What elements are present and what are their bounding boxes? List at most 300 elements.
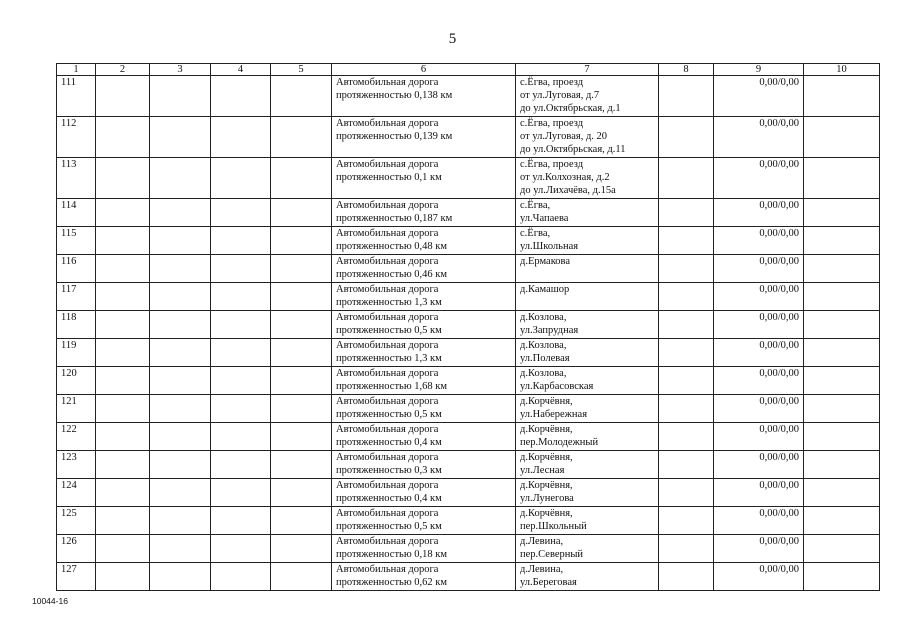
value-cell	[714, 311, 804, 339]
row-number-cell	[57, 199, 96, 227]
value-text: 0,00/0,00	[759, 340, 799, 351]
value-text: 0,00/0,00	[759, 424, 799, 435]
empty-cell	[96, 395, 150, 423]
empty-cell	[96, 227, 150, 255]
empty-cell	[271, 479, 332, 507]
address-line: от ул.Колхозная, д.2	[520, 172, 610, 183]
column-header: 3	[150, 64, 211, 76]
address-line: до ул.Лихачёва, д.15а	[520, 185, 616, 196]
address-line: ул.Запрудная	[520, 325, 579, 336]
empty-cell	[150, 451, 211, 479]
object-name-line: протяженностью 0,5 км	[336, 325, 442, 336]
empty-cell	[211, 255, 271, 283]
table-row	[57, 117, 880, 158]
empty-cell	[211, 423, 271, 451]
empty-cell	[211, 158, 271, 199]
address-line: с.Ёгва, проезд	[520, 118, 584, 129]
address-cell	[516, 451, 659, 479]
row-number: 123	[61, 452, 77, 463]
address-line: пер.Северный	[520, 549, 584, 560]
empty-cell	[659, 117, 714, 158]
address-cell	[516, 535, 659, 563]
value-cell	[714, 76, 804, 117]
value-cell	[714, 227, 804, 255]
row-number-cell	[57, 451, 96, 479]
empty-cell	[211, 311, 271, 339]
row-number-cell	[57, 395, 96, 423]
empty-cell	[271, 535, 332, 563]
empty-cell	[96, 507, 150, 535]
address-line: ул.Лунегова	[520, 493, 574, 504]
value-cell	[714, 507, 804, 535]
value-text: 0,00/0,00	[759, 118, 799, 129]
object-name-cell	[332, 535, 516, 563]
empty-cell	[96, 367, 150, 395]
value-text: 0,00/0,00	[759, 159, 799, 170]
address-line: до ул.Октябрьская, д.1	[520, 103, 621, 114]
value-cell	[714, 563, 804, 591]
row-number: 113	[61, 159, 77, 170]
empty-cell	[271, 227, 332, 255]
address-cell	[516, 199, 659, 227]
object-name-line: Автомобильная дорога	[336, 228, 439, 239]
object-name-line: протяженностью 0,46 км	[336, 269, 448, 280]
empty-cell	[659, 451, 714, 479]
row-number: 111	[61, 77, 76, 88]
table-row	[57, 563, 880, 591]
empty-cell	[804, 255, 880, 283]
table-row	[57, 255, 880, 283]
empty-cell	[804, 311, 880, 339]
empty-cell	[96, 311, 150, 339]
address-line: ул.Чапаева	[520, 213, 569, 224]
empty-cell	[271, 199, 332, 227]
row-number-cell	[57, 158, 96, 199]
address-cell	[516, 283, 659, 311]
object-name-line: Автомобильная дорога	[336, 284, 439, 295]
address-line: ул.Полевая	[520, 353, 570, 364]
empty-cell	[659, 563, 714, 591]
value-cell	[714, 451, 804, 479]
address-cell	[516, 395, 659, 423]
object-name-line: протяженностью 0,48 км	[336, 241, 448, 252]
row-number-cell	[57, 227, 96, 255]
object-name-line: протяженностью 1,3 км	[336, 297, 442, 308]
object-name-line: Автомобильная дорога	[336, 480, 439, 491]
value-cell	[714, 117, 804, 158]
row-number-cell	[57, 283, 96, 311]
value-text: 0,00/0,00	[759, 284, 799, 295]
row-number: 117	[61, 284, 77, 295]
address-line: ул.Школьная	[520, 241, 579, 252]
empty-cell	[804, 395, 880, 423]
column-header: 1	[57, 64, 96, 76]
address-cell	[516, 117, 659, 158]
address-line: ул.Карбасовская	[520, 381, 594, 392]
empty-cell	[804, 479, 880, 507]
row-number: 125	[61, 508, 77, 519]
empty-cell	[211, 451, 271, 479]
row-number-cell	[57, 76, 96, 117]
address-line: д.Козлова,	[520, 340, 567, 351]
object-name-line: протяженностью 0,4 км	[336, 493, 442, 504]
empty-cell	[150, 479, 211, 507]
value-cell	[714, 479, 804, 507]
object-name-cell	[332, 563, 516, 591]
object-name-line: протяженностью 0,139 км	[336, 131, 453, 142]
empty-cell	[96, 199, 150, 227]
empty-cell	[211, 507, 271, 535]
empty-cell	[211, 117, 271, 158]
empty-cell	[659, 535, 714, 563]
empty-cell	[150, 255, 211, 283]
empty-cell	[150, 311, 211, 339]
object-name-cell	[332, 311, 516, 339]
object-name-cell	[332, 395, 516, 423]
value-text: 0,00/0,00	[759, 200, 799, 211]
empty-cell	[271, 451, 332, 479]
table-body	[57, 76, 880, 591]
empty-cell	[96, 535, 150, 563]
empty-cell	[659, 76, 714, 117]
column-header: 5	[271, 64, 332, 76]
column-header: 4	[211, 64, 271, 76]
value-cell	[714, 158, 804, 199]
value-text: 0,00/0,00	[759, 77, 799, 88]
row-number: 115	[61, 228, 77, 239]
empty-cell	[271, 367, 332, 395]
column-header: 2	[96, 64, 150, 76]
row-number: 124	[61, 480, 77, 491]
empty-cell	[150, 507, 211, 535]
row-number: 112	[61, 118, 77, 129]
empty-cell	[659, 158, 714, 199]
empty-cell	[150, 563, 211, 591]
empty-cell	[211, 199, 271, 227]
object-name-cell	[332, 76, 516, 117]
empty-cell	[659, 367, 714, 395]
value-text: 0,00/0,00	[759, 564, 799, 575]
row-number: 119	[61, 340, 77, 351]
object-name-cell	[332, 255, 516, 283]
table-row	[57, 395, 880, 423]
address-line: д.Корчёвня,	[520, 508, 573, 519]
value-cell	[714, 339, 804, 367]
object-name-line: протяженностью 0,18 км	[336, 549, 448, 560]
address-line: д.Корчёвня,	[520, 452, 573, 463]
empty-cell	[659, 479, 714, 507]
table-row	[57, 199, 880, 227]
address-line: от ул.Луговая, д. 20	[520, 131, 608, 142]
empty-cell	[659, 423, 714, 451]
empty-cell	[96, 479, 150, 507]
empty-cell	[211, 227, 271, 255]
empty-cell	[271, 507, 332, 535]
row-number: 114	[61, 200, 77, 211]
empty-cell	[659, 199, 714, 227]
table-row	[57, 451, 880, 479]
empty-cell	[271, 563, 332, 591]
empty-cell	[659, 227, 714, 255]
object-name-cell	[332, 507, 516, 535]
object-name-cell	[332, 367, 516, 395]
empty-cell	[96, 283, 150, 311]
object-name-cell	[332, 423, 516, 451]
value-text: 0,00/0,00	[759, 312, 799, 323]
empty-cell	[150, 199, 211, 227]
address-cell	[516, 339, 659, 367]
row-number: 118	[61, 312, 77, 323]
object-name-line: протяженностью 0,138 км	[336, 90, 453, 101]
value-text: 0,00/0,00	[759, 536, 799, 547]
object-name-cell	[332, 227, 516, 255]
empty-cell	[96, 158, 150, 199]
empty-cell	[804, 423, 880, 451]
empty-cell	[211, 76, 271, 117]
value-text: 0,00/0,00	[759, 480, 799, 491]
object-name-line: Автомобильная дорога	[336, 256, 439, 267]
row-number-cell	[57, 423, 96, 451]
object-name-line: протяженностью 0,187 км	[336, 213, 453, 224]
row-number-cell	[57, 255, 96, 283]
empty-cell	[150, 395, 211, 423]
empty-cell	[271, 255, 332, 283]
empty-cell	[804, 563, 880, 591]
address-line: с.Ёгва,	[520, 200, 551, 211]
address-cell	[516, 227, 659, 255]
object-name-line: протяженностью 0,62 км	[336, 577, 448, 588]
address-cell	[516, 158, 659, 199]
empty-cell	[804, 117, 880, 158]
empty-cell	[659, 339, 714, 367]
object-name-line: Автомобильная дорога	[336, 508, 439, 519]
address-cell	[516, 255, 659, 283]
empty-cell	[804, 451, 880, 479]
value-cell	[714, 423, 804, 451]
empty-cell	[96, 117, 150, 158]
table-row	[57, 311, 880, 339]
empty-cell	[804, 76, 880, 117]
row-number-cell	[57, 479, 96, 507]
row-number: 120	[61, 368, 77, 379]
object-name-line: Автомобильная дорога	[336, 368, 439, 379]
address-line: с.Ёгва,	[520, 228, 551, 239]
empty-cell	[96, 563, 150, 591]
empty-cell	[211, 479, 271, 507]
empty-cell	[804, 535, 880, 563]
row-number: 116	[61, 256, 77, 267]
table-row	[57, 507, 880, 535]
empty-cell	[96, 255, 150, 283]
object-name-line: Автомобильная дорога	[336, 396, 439, 407]
empty-cell	[271, 76, 332, 117]
empty-cell	[150, 227, 211, 255]
empty-cell	[150, 535, 211, 563]
address-cell	[516, 507, 659, 535]
empty-cell	[150, 158, 211, 199]
address-line: д.Козлова,	[520, 368, 567, 379]
page-number: 5	[448, 31, 457, 47]
value-cell	[714, 283, 804, 311]
empty-cell	[804, 158, 880, 199]
object-name-line: протяженностью 1,68 км	[336, 381, 448, 392]
address-line: д.Корчёвня,	[520, 396, 573, 407]
empty-cell	[211, 367, 271, 395]
table-row	[57, 535, 880, 563]
table-row	[57, 227, 880, 255]
table-row	[57, 158, 880, 199]
object-name-line: протяженностью 0,3 км	[336, 465, 442, 476]
row-number-cell	[57, 311, 96, 339]
value-text: 0,00/0,00	[759, 368, 799, 379]
address-cell	[516, 563, 659, 591]
address-line: д.Корчёвня,	[520, 480, 573, 491]
address-line: д.Козлова,	[520, 312, 567, 323]
empty-cell	[150, 283, 211, 311]
row-number-cell	[57, 367, 96, 395]
row-number-cell	[57, 563, 96, 591]
empty-cell	[659, 395, 714, 423]
empty-cell	[659, 283, 714, 311]
empty-cell	[804, 199, 880, 227]
object-name-cell	[332, 117, 516, 158]
value-cell	[714, 367, 804, 395]
empty-cell	[804, 283, 880, 311]
column-header: 6	[332, 64, 516, 76]
empty-cell	[211, 339, 271, 367]
empty-cell	[211, 535, 271, 563]
row-number-cell	[57, 535, 96, 563]
empty-cell	[271, 339, 332, 367]
empty-cell	[150, 423, 211, 451]
value-text: 0,00/0,00	[759, 396, 799, 407]
empty-cell	[659, 255, 714, 283]
value-cell	[714, 199, 804, 227]
object-name-line: Автомобильная дорога	[336, 340, 439, 351]
table-row	[57, 367, 880, 395]
empty-cell	[804, 507, 880, 535]
table-row	[57, 76, 880, 117]
address-line: до ул.Октябрьская, д.11	[520, 144, 626, 155]
row-number: 122	[61, 424, 77, 435]
address-cell	[516, 479, 659, 507]
empty-cell	[659, 311, 714, 339]
object-name-line: Автомобильная дорога	[336, 452, 439, 463]
address-cell	[516, 311, 659, 339]
address-line: ул.Береговая	[520, 577, 577, 588]
object-name-cell	[332, 199, 516, 227]
value-text: 0,00/0,00	[759, 508, 799, 519]
address-line: д.Левина,	[520, 536, 564, 547]
object-name-cell	[332, 283, 516, 311]
object-name-line: Автомобильная дорога	[336, 77, 439, 88]
empty-cell	[150, 117, 211, 158]
object-name-line: протяженностью 0,5 км	[336, 521, 442, 532]
object-name-cell	[332, 479, 516, 507]
column-header: 8	[659, 64, 714, 76]
row-number: 121	[61, 396, 77, 407]
document-code: 10044-16	[32, 596, 68, 606]
value-cell	[714, 395, 804, 423]
empty-cell	[96, 339, 150, 367]
object-name-cell	[332, 158, 516, 199]
address-line: пер.Школьный	[520, 521, 587, 532]
address-line: д.Корчёвня,	[520, 424, 573, 435]
table-row	[57, 283, 880, 311]
empty-cell	[271, 283, 332, 311]
address-line: от ул.Луговая, д.7	[520, 90, 600, 101]
address-line: ул.Лесная	[520, 465, 565, 476]
address-line: ул.Набережная	[520, 409, 588, 420]
object-name-line: протяженностью 1,3 км	[336, 353, 442, 364]
empty-cell	[271, 423, 332, 451]
empty-cell	[96, 423, 150, 451]
address-line: д.Ермакова	[520, 256, 571, 267]
object-name-line: Автомобильная дорога	[336, 424, 439, 435]
empty-cell	[96, 451, 150, 479]
column-header: 9	[714, 64, 804, 76]
column-header: 7	[516, 64, 659, 76]
address-line: с.Ёгва, проезд	[520, 77, 584, 88]
empty-cell	[150, 76, 211, 117]
empty-cell	[211, 395, 271, 423]
row-number: 126	[61, 536, 77, 547]
empty-cell	[271, 117, 332, 158]
object-name-line: протяженностью 0,1 км	[336, 172, 442, 183]
address-line: д.Камашор	[520, 284, 570, 295]
empty-cell	[96, 76, 150, 117]
object-name-cell	[332, 339, 516, 367]
object-name-line: Автомобильная дорога	[336, 200, 439, 211]
table-row	[57, 479, 880, 507]
address-cell	[516, 76, 659, 117]
empty-cell	[271, 311, 332, 339]
row-number: 127	[61, 564, 77, 575]
empty-cell	[150, 339, 211, 367]
registry-table	[56, 63, 880, 591]
value-text: 0,00/0,00	[759, 228, 799, 239]
value-cell	[714, 535, 804, 563]
table-row	[57, 423, 880, 451]
object-name-line: Автомобильная дорога	[336, 312, 439, 323]
empty-cell	[271, 395, 332, 423]
address-cell	[516, 367, 659, 395]
address-cell	[516, 423, 659, 451]
empty-cell	[804, 227, 880, 255]
object-name-line: Автомобильная дорога	[336, 159, 439, 170]
address-line: пер.Молодежный	[520, 437, 599, 448]
value-text: 0,00/0,00	[759, 256, 799, 267]
address-line: д.Левина,	[520, 564, 564, 575]
object-name-cell	[332, 451, 516, 479]
value-text: 0,00/0,00	[759, 452, 799, 463]
empty-cell	[211, 563, 271, 591]
empty-cell	[211, 283, 271, 311]
row-number-cell	[57, 339, 96, 367]
object-name-line: Автомобильная дорога	[336, 564, 439, 575]
object-name-line: протяженностью 0,4 км	[336, 437, 442, 448]
empty-cell	[804, 367, 880, 395]
address-line: с.Ёгва, проезд	[520, 159, 584, 170]
object-name-line: протяженностью 0,5 км	[336, 409, 442, 420]
object-name-line: Автомобильная дорога	[336, 118, 439, 129]
column-header: 10	[804, 64, 880, 76]
value-cell	[714, 255, 804, 283]
empty-cell	[804, 339, 880, 367]
empty-cell	[659, 507, 714, 535]
row-number-cell	[57, 507, 96, 535]
table-row	[57, 339, 880, 367]
